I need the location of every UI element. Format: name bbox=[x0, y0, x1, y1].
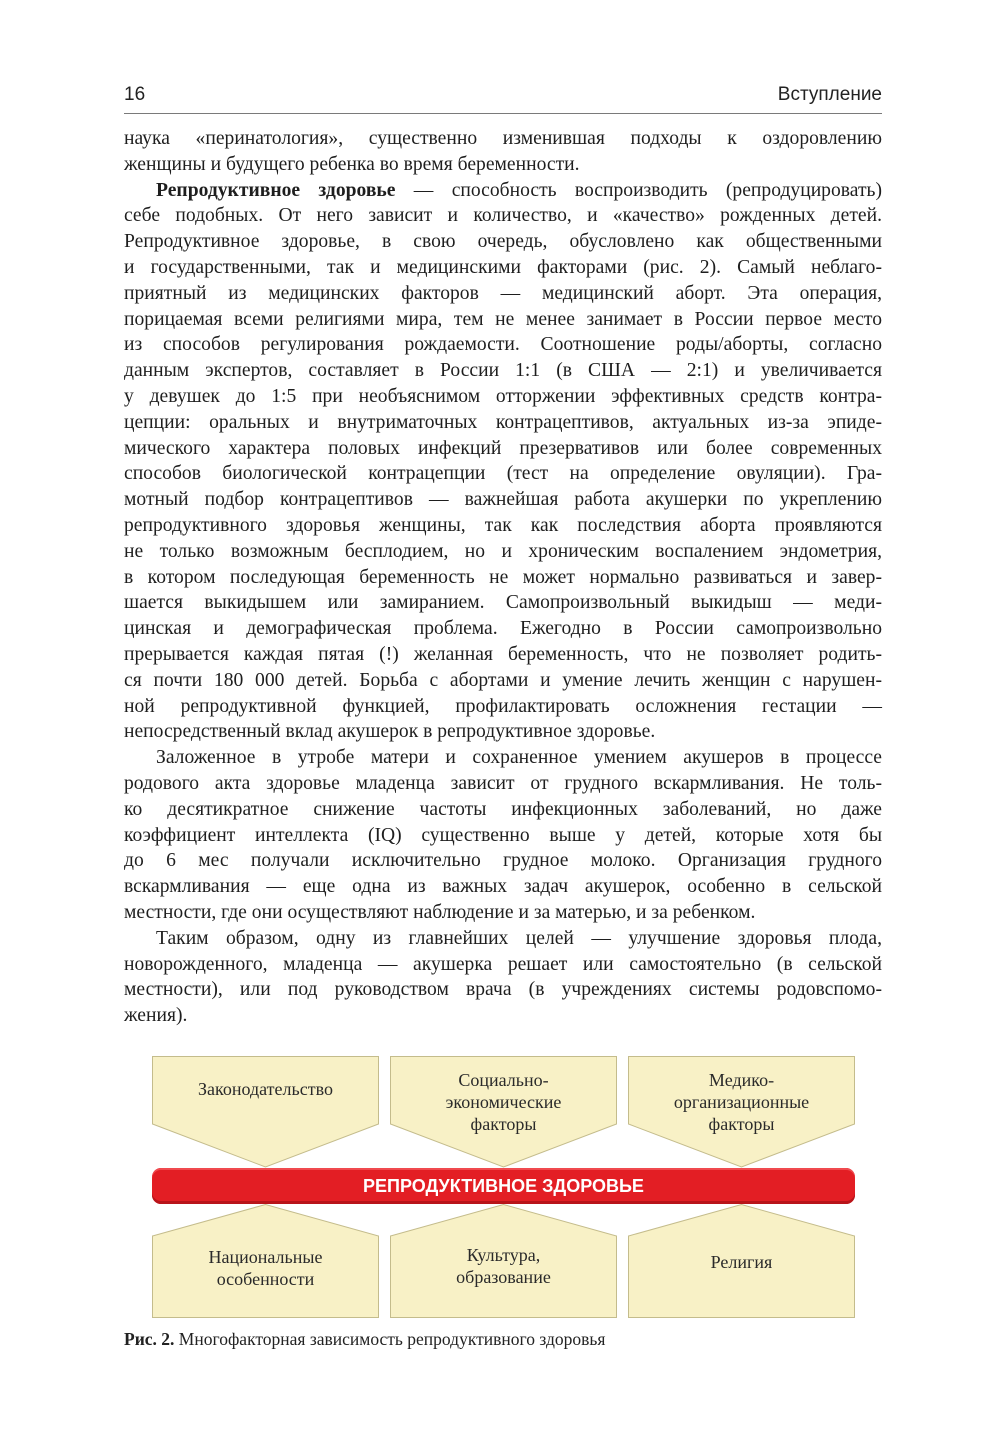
factor-box-culture bbox=[390, 1204, 617, 1318]
header-rule bbox=[124, 113, 882, 114]
figure-2-diagram bbox=[152, 1056, 855, 1318]
paragraph-4 bbox=[124, 926, 882, 1029]
text-line: ко десятикратное снижение частоты инфекционных заболеваний, но даже bbox=[124, 798, 882, 820]
text-line: местности, где они осуществляют наблюдение и за матерью, и за ребенком. bbox=[124, 901, 756, 923]
text-line: и государственными, так и медицинскими факторами (рис. 2). Самый неблаго- bbox=[124, 256, 882, 278]
body-text bbox=[124, 126, 882, 1029]
paragraph-2 bbox=[124, 178, 882, 746]
figure-caption bbox=[124, 1328, 882, 1350]
text-line: наука «перинатология», существенно изменившая подходы к оздоровлению bbox=[124, 128, 882, 149]
factor-label: Законодательство bbox=[198, 1079, 333, 1099]
factor-box-religion bbox=[628, 1204, 855, 1318]
text-line: порицаемая всеми религиями мира, тем не менее занимает в России первое место bbox=[124, 308, 882, 330]
text-line: данным экспертов, составляет в России 1:1 (в США — 2:1) и увеличивается bbox=[124, 360, 882, 382]
factor-label: Национальные особенности bbox=[208, 1247, 323, 1289]
text-line: вскармливания — еще одна из важных задач акушерок, особенно в сельской bbox=[124, 876, 882, 898]
factor-label: Медико- организационные факторы bbox=[673, 1070, 810, 1134]
text-line: приятный из медицинских факторов — медицинский аборт. Эта операция, bbox=[124, 282, 882, 304]
factor-label: Культура, образование bbox=[456, 1245, 551, 1287]
text-line: местности), или под руководством врача (в учреждениях системы родовспомо- bbox=[124, 979, 882, 1001]
text-line: новорожденного, младенца — акушерка решает или самостоятельно (в сельской bbox=[124, 953, 882, 975]
text-line bbox=[124, 178, 882, 204]
reproductive-health-banner: РЕПРОДУКТИВНОЕ ЗДОРОВЬЕ bbox=[152, 1168, 855, 1204]
factor-label: Социально- экономические факторы bbox=[445, 1070, 562, 1134]
text-line: репродуктивного здоровья женщины, так как последствия аборта проявляются bbox=[124, 514, 882, 536]
text-line: способов биологической контрацепции (тест на определение овуляции). Гра- bbox=[124, 463, 882, 485]
caption-text: Многофакторная зависимость репродуктивного здоровья bbox=[174, 1329, 606, 1349]
text-line: себе подобных. От него зависит и количество, и «качество» рожденных детей. bbox=[124, 205, 882, 227]
factor-label: Религия bbox=[710, 1252, 773, 1272]
text-line: до 6 мес получали исключительно грудное молоко. Организация грудного bbox=[124, 850, 882, 872]
text-line: прерывается каждая пятая (!) желанная беременность, что не позволяет родить- bbox=[124, 643, 882, 665]
text-line: мического характера половых инфекций презервативов или более современных bbox=[124, 437, 882, 459]
text-line: женщины и будущего ребенка во время беременности. bbox=[124, 153, 580, 175]
text-line: коэффициент интеллекта (IQ) существенно выше у детей, которые хотя бы bbox=[124, 824, 882, 846]
factor-box-national bbox=[152, 1204, 379, 1318]
text-line: жения). bbox=[124, 1005, 188, 1027]
factor-box-medical-organizational bbox=[628, 1056, 855, 1168]
text-line: из способов регулирования рождаемости. Соотношение роды/аборты, согласно bbox=[124, 334, 882, 356]
text-line: цинская и демографическая проблема. Ежегодно в России самопроизвольно bbox=[124, 618, 882, 640]
text-line: Заложенное в утробе матери и сохраненное умением акушеров в процессе bbox=[156, 747, 882, 769]
factor-box-socioeconomic bbox=[390, 1056, 617, 1168]
paragraph-3 bbox=[124, 745, 882, 926]
factor-box-legislation bbox=[152, 1056, 379, 1168]
text-line: ной репродуктивной функцией, профилактировать осложнения гестации — bbox=[124, 695, 882, 717]
text-line: Таким образом, одну из главнейших целей — улучшение здоровья плода, bbox=[156, 927, 882, 949]
text-line: у девушек до 1:5 при необъяснимом отторжении эффективных средств контра- bbox=[124, 385, 882, 407]
text-line: Репродуктивное здоровье, в свою очередь, обусловлено как общественными bbox=[124, 231, 882, 253]
page-header bbox=[124, 84, 882, 110]
running-title: Вступление bbox=[777, 84, 882, 105]
first-line-rest: — способность воспроизводить (репродуцировать) bbox=[395, 179, 882, 201]
text-line: цепции: оральных и внутриматочных контрацептивов, актуальных из-за эпиде- bbox=[124, 411, 882, 433]
text-line: мотный подбор контрацептивов — важнейшая работа акушерки по укреплению bbox=[124, 489, 882, 511]
text-line: ся почти 180 000 детей. Борьба с абортами и умение лечить женщин с нарушен- bbox=[124, 669, 882, 691]
text-line: непосредственный вклад акушерок в репродуктивное здоровье. bbox=[124, 721, 656, 743]
bold-term: Репродуктивное здоровье bbox=[156, 179, 396, 201]
text-line: в котором последующая беременность не может нормально развиваться и завер- bbox=[124, 566, 882, 588]
page-number: 16 bbox=[124, 84, 146, 105]
paragraph-1 bbox=[124, 126, 882, 178]
text-line: родового акта здоровье младенца зависит от грудного вскармливания. Не толь- bbox=[124, 772, 882, 794]
text-line: шается выкидышем или замиранием. Самопроизвольный выкидыш — меди- bbox=[124, 592, 882, 614]
text-line: не только возможным бесплодием, но и хроническим воспалением эндометрия, bbox=[124, 540, 882, 562]
caption-label: Рис. 2. bbox=[124, 1329, 175, 1349]
